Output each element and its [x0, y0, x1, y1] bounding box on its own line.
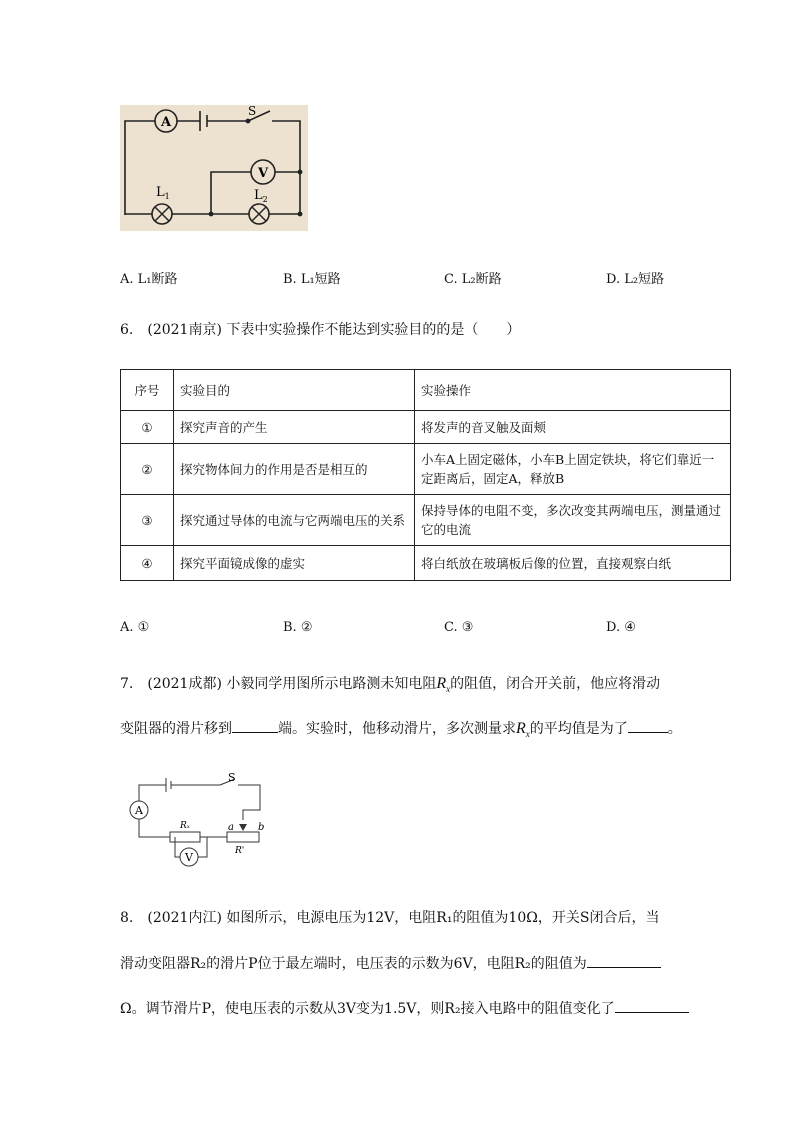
rx-label: Rₓ [180, 821, 190, 831]
table-cell: ① [121, 411, 174, 444]
circuit-figure-2 [125, 770, 275, 870]
table-cell: 探究通过导体的电流与它两端电压的关系 [174, 495, 415, 546]
circuit-2-diagram [125, 770, 275, 870]
q5-option-b[interactable]: B. L₁短路 [283, 272, 341, 287]
table-row [121, 411, 731, 444]
q7-line-2: 变阻器的滑片移到 端。实验时，他移动滑片，多次测量求$R_x$的平均值是为了 。 [120, 720, 682, 740]
q6-option-b[interactable]: B. ② [283, 620, 313, 635]
switch-label: S [228, 771, 236, 784]
q8-line-3: Ω。调节滑片P，使电压表的示数从3V变为1.5V，则R₂接入电路中的阻值变化了 [120, 998, 689, 1019]
rx-symbol: $R_x$ [516, 720, 530, 740]
ammeter-label: A [135, 804, 143, 817]
lamp-l2-icon [249, 204, 269, 224]
table-row [121, 444, 731, 495]
table-header: 序号 [121, 370, 174, 411]
voltmeter-label: V [257, 166, 269, 181]
ammeter-label: A [160, 115, 172, 130]
table-row [121, 546, 731, 581]
lamp-l1-icon [152, 204, 172, 224]
q8-blank-1[interactable] [587, 953, 661, 968]
table-cell: 将发声的音叉触及面颊 [415, 411, 731, 444]
q8-line-2: 滑动变阻器R₂的滑片P位于最左端时，电压表的示数为6V，电阻R₂的阻值为 [120, 953, 661, 974]
q6-stem: 6. (2021南京) 下表中实验操作不能达到实验目的的是（ ） [120, 322, 521, 338]
lamp-l2-label: $L_2$ [254, 188, 268, 204]
table-cell: 小车A上固定磁体，小车B上固定铁块，将它们靠近一定距离后，固定A，释放B [415, 444, 731, 495]
q5-option-d[interactable]: D. L₂短路 [606, 272, 665, 287]
q7-blank-1[interactable] [232, 718, 278, 733]
table-row [121, 495, 731, 546]
table-header: 实验操作 [415, 370, 731, 411]
table-cell: 探究物体间力的作用是否是相互的 [174, 444, 415, 495]
table-cell: ③ [121, 495, 174, 546]
table-cell: 保持导体的电阻不变，多次改变其两端电压，测量通过它的电流 [415, 495, 731, 546]
q6-option-a[interactable]: A. ① [120, 620, 150, 635]
switch-label: S [248, 105, 257, 118]
q8-blank-2[interactable] [615, 998, 689, 1013]
terminal-a-label: a [228, 822, 234, 833]
q5-option-a[interactable]: A. L₁断路 [120, 272, 178, 287]
q7-line-1: 7. (2021成都) 小毅同学用图所示电路测未知电阻$R_x$的阻值，闭合开关前，他应将滑动 [120, 675, 661, 695]
experiment-table [120, 369, 731, 581]
voltmeter-label: V [185, 851, 193, 864]
terminal-b-label: b [258, 822, 265, 833]
q6-option-d[interactable]: D. ④ [606, 620, 636, 635]
q6-option-c[interactable]: C. ③ [444, 620, 474, 635]
table-cell: ② [121, 444, 174, 495]
q7-blank-2[interactable] [628, 718, 668, 733]
lamp-l1-label: $L_1$ [156, 185, 170, 201]
table-cell: 探究平面镜成像的虚实 [174, 546, 415, 581]
table-cell: ④ [121, 546, 174, 581]
table-header-row [121, 370, 731, 411]
circuit-figure-1 [120, 105, 308, 231]
rheostat-label: R' [235, 846, 245, 856]
table-cell: 探究声音的产生 [174, 411, 415, 444]
table-cell: 将白纸放在玻璃板后像的位置，直接观察白纸 [415, 546, 731, 581]
rx-symbol: $R_x$ [436, 675, 451, 695]
q8-line-1: 8. (2021内江) 如图所示，电源电压为12V，电阻R₁的阻值为10Ω，开关S闭合后，当 [120, 910, 660, 926]
table-header: 实验目的 [174, 370, 415, 411]
q5-option-c[interactable]: C. L₂断路 [444, 272, 502, 287]
circuit-1-diagram [120, 105, 308, 231]
